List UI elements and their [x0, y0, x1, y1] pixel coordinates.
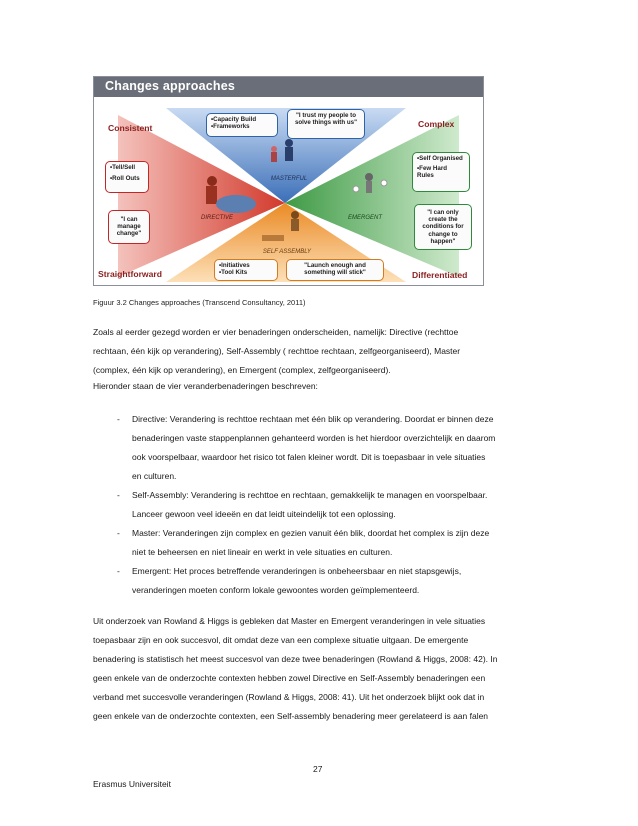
initiatives-item: • Initiatives [219, 262, 273, 269]
paragraph2-line: geen enkele van de onderzochte contexten, een Self-assembly benadering meer gerelateerd is aan falen [93, 711, 489, 721]
bullet-dash: - [117, 414, 120, 424]
manage-change-box [108, 210, 150, 244]
launch-quote: "Launch enough and something will stick" [304, 262, 366, 277]
paragraph1-line: Zoals al eerder gezegd worden er vier benaderingen onderscheiden, namelijk: Directive (rechttoe [93, 327, 459, 337]
bullet-line: Self-Assembly: Verandering is rechttoe en rechtaan, gemakkelijk te managen en voorspelbaar. [132, 490, 488, 500]
roll-outs-item: • Roll Outs [110, 175, 144, 182]
paragraph2-line: Uit onderzoek van Rowland & Higgs is gebleken dat Master en Emergent veranderingen in vele situaties [93, 616, 486, 626]
bullet-dash: - [117, 490, 120, 500]
paragraph2-line: benadering is statistisch het meest succesvol van deze twee benaderingen (Rowland & Higgs, 2008: 42). In [93, 654, 498, 664]
capacity-build-item: • Capacity Build [211, 116, 273, 123]
capacity-box [206, 113, 278, 137]
bullet-line: Master: Veranderingen zijn complex en gezien vanuit één blik, doordat het complex is zijn deze [132, 528, 490, 538]
few-hard-rules-item: • Few Hard Rules [417, 165, 465, 179]
tell-sell-item: • Tell/Sell [110, 164, 144, 171]
bullet-line: Lanceer gewoon veel ideeën en dat leidt uiteindelijk tot een oplossing. [132, 509, 396, 519]
figure-title: Changes approaches [105, 79, 236, 93]
self-organised-item: • Self Organised [417, 155, 465, 162]
initiatives-box [214, 259, 278, 281]
paragraph1-line: rechtaan, één kijk op verandering), Self-Assembly ( rechttoe rechtaan, zelfgeorganiseerd), Master [93, 346, 461, 356]
differentiated-label: Differentiated [412, 270, 468, 280]
manage-change-quote: "I can manage change" [116, 216, 142, 238]
bullet-line: veranderingen moeten conform lokale gewoontes worden geïmplementeerd. [132, 585, 420, 595]
paragraph1-line: Hieronder staan de vier veranderbenaderingen beschreven: [93, 381, 318, 391]
tell-sell-box [105, 161, 149, 193]
paragraph2-line: toepasbaar zijn en ook succesvol, dit omdat deze van een complexe situatie uitgaan. De emergente [93, 635, 469, 645]
bullet-dash: - [117, 528, 120, 538]
bullet-dash: - [117, 566, 120, 576]
trust-quote: "I trust my people to solve things with us" [294, 112, 358, 127]
create-conditions-quote: "I can only create the conditions for change to happen" [422, 209, 464, 245]
tool-kits-item: • Tool Kits [219, 269, 273, 276]
bullet-line: ook voorspelbaar, waardoor het risico tot falen kleiner wordt. Dit is toepasbaar in vele situaties [132, 452, 486, 462]
complex-label: Complex [418, 119, 455, 129]
self-assembly-label: SELF ASSEMBLY [262, 249, 312, 255]
bullet-line: en culturen. [132, 471, 177, 481]
paragraph2-line: geen enkele van de onderzochte contexten hebben zowel Directive en Self-Assembly benaderingen een [93, 673, 486, 683]
paragraph1-line: (complex, één kijk op verandering), en Emergent (complex, zelfgeorganiseerd). [93, 365, 391, 375]
launch-box [286, 259, 384, 281]
emergent-label: EMERGENT [347, 215, 383, 221]
self-organised-box [412, 152, 470, 192]
bullet-line: niet te beheersen en niet lineair en werkt in vele situaties en culturen. [132, 547, 393, 557]
bullet-line: Directive: Verandering is rechttoe rechtaan met één blik op verandering. Doordat er binnen deze [132, 414, 494, 424]
bullet-line: benaderingen vaste stappenplannen gehanteerd worden is het hierdoor overzichtelijk en daarom [132, 433, 496, 443]
straightforward-label: Straightforward [98, 269, 162, 279]
consistent-label: Consistent [108, 123, 153, 133]
figure-caption: Figuur 3.2 Changes approaches (Transcend Consultancy, 2011) [93, 298, 306, 307]
paragraph2-line: verband met succesvolle veranderingen (Rowland & Higgs, 2008: 41). Uit het onderzoek blijkt ook dat in [93, 692, 485, 702]
page-number: 27 [313, 764, 323, 774]
bullet-line: Emergent: Het proces betreffende veranderingen is onbeheersbaar en niet stapsgewijs, [132, 566, 462, 576]
footer-institution: Erasmus Universiteit [93, 779, 171, 789]
create-conditions-box [414, 204, 472, 250]
directive-label: DIRECTIVE [200, 215, 234, 221]
frameworks-item: • Frameworks [211, 123, 273, 130]
masterful-label: MASTERFUL [270, 176, 308, 182]
trust-box [287, 109, 365, 139]
changes-approaches-figure [93, 76, 484, 286]
